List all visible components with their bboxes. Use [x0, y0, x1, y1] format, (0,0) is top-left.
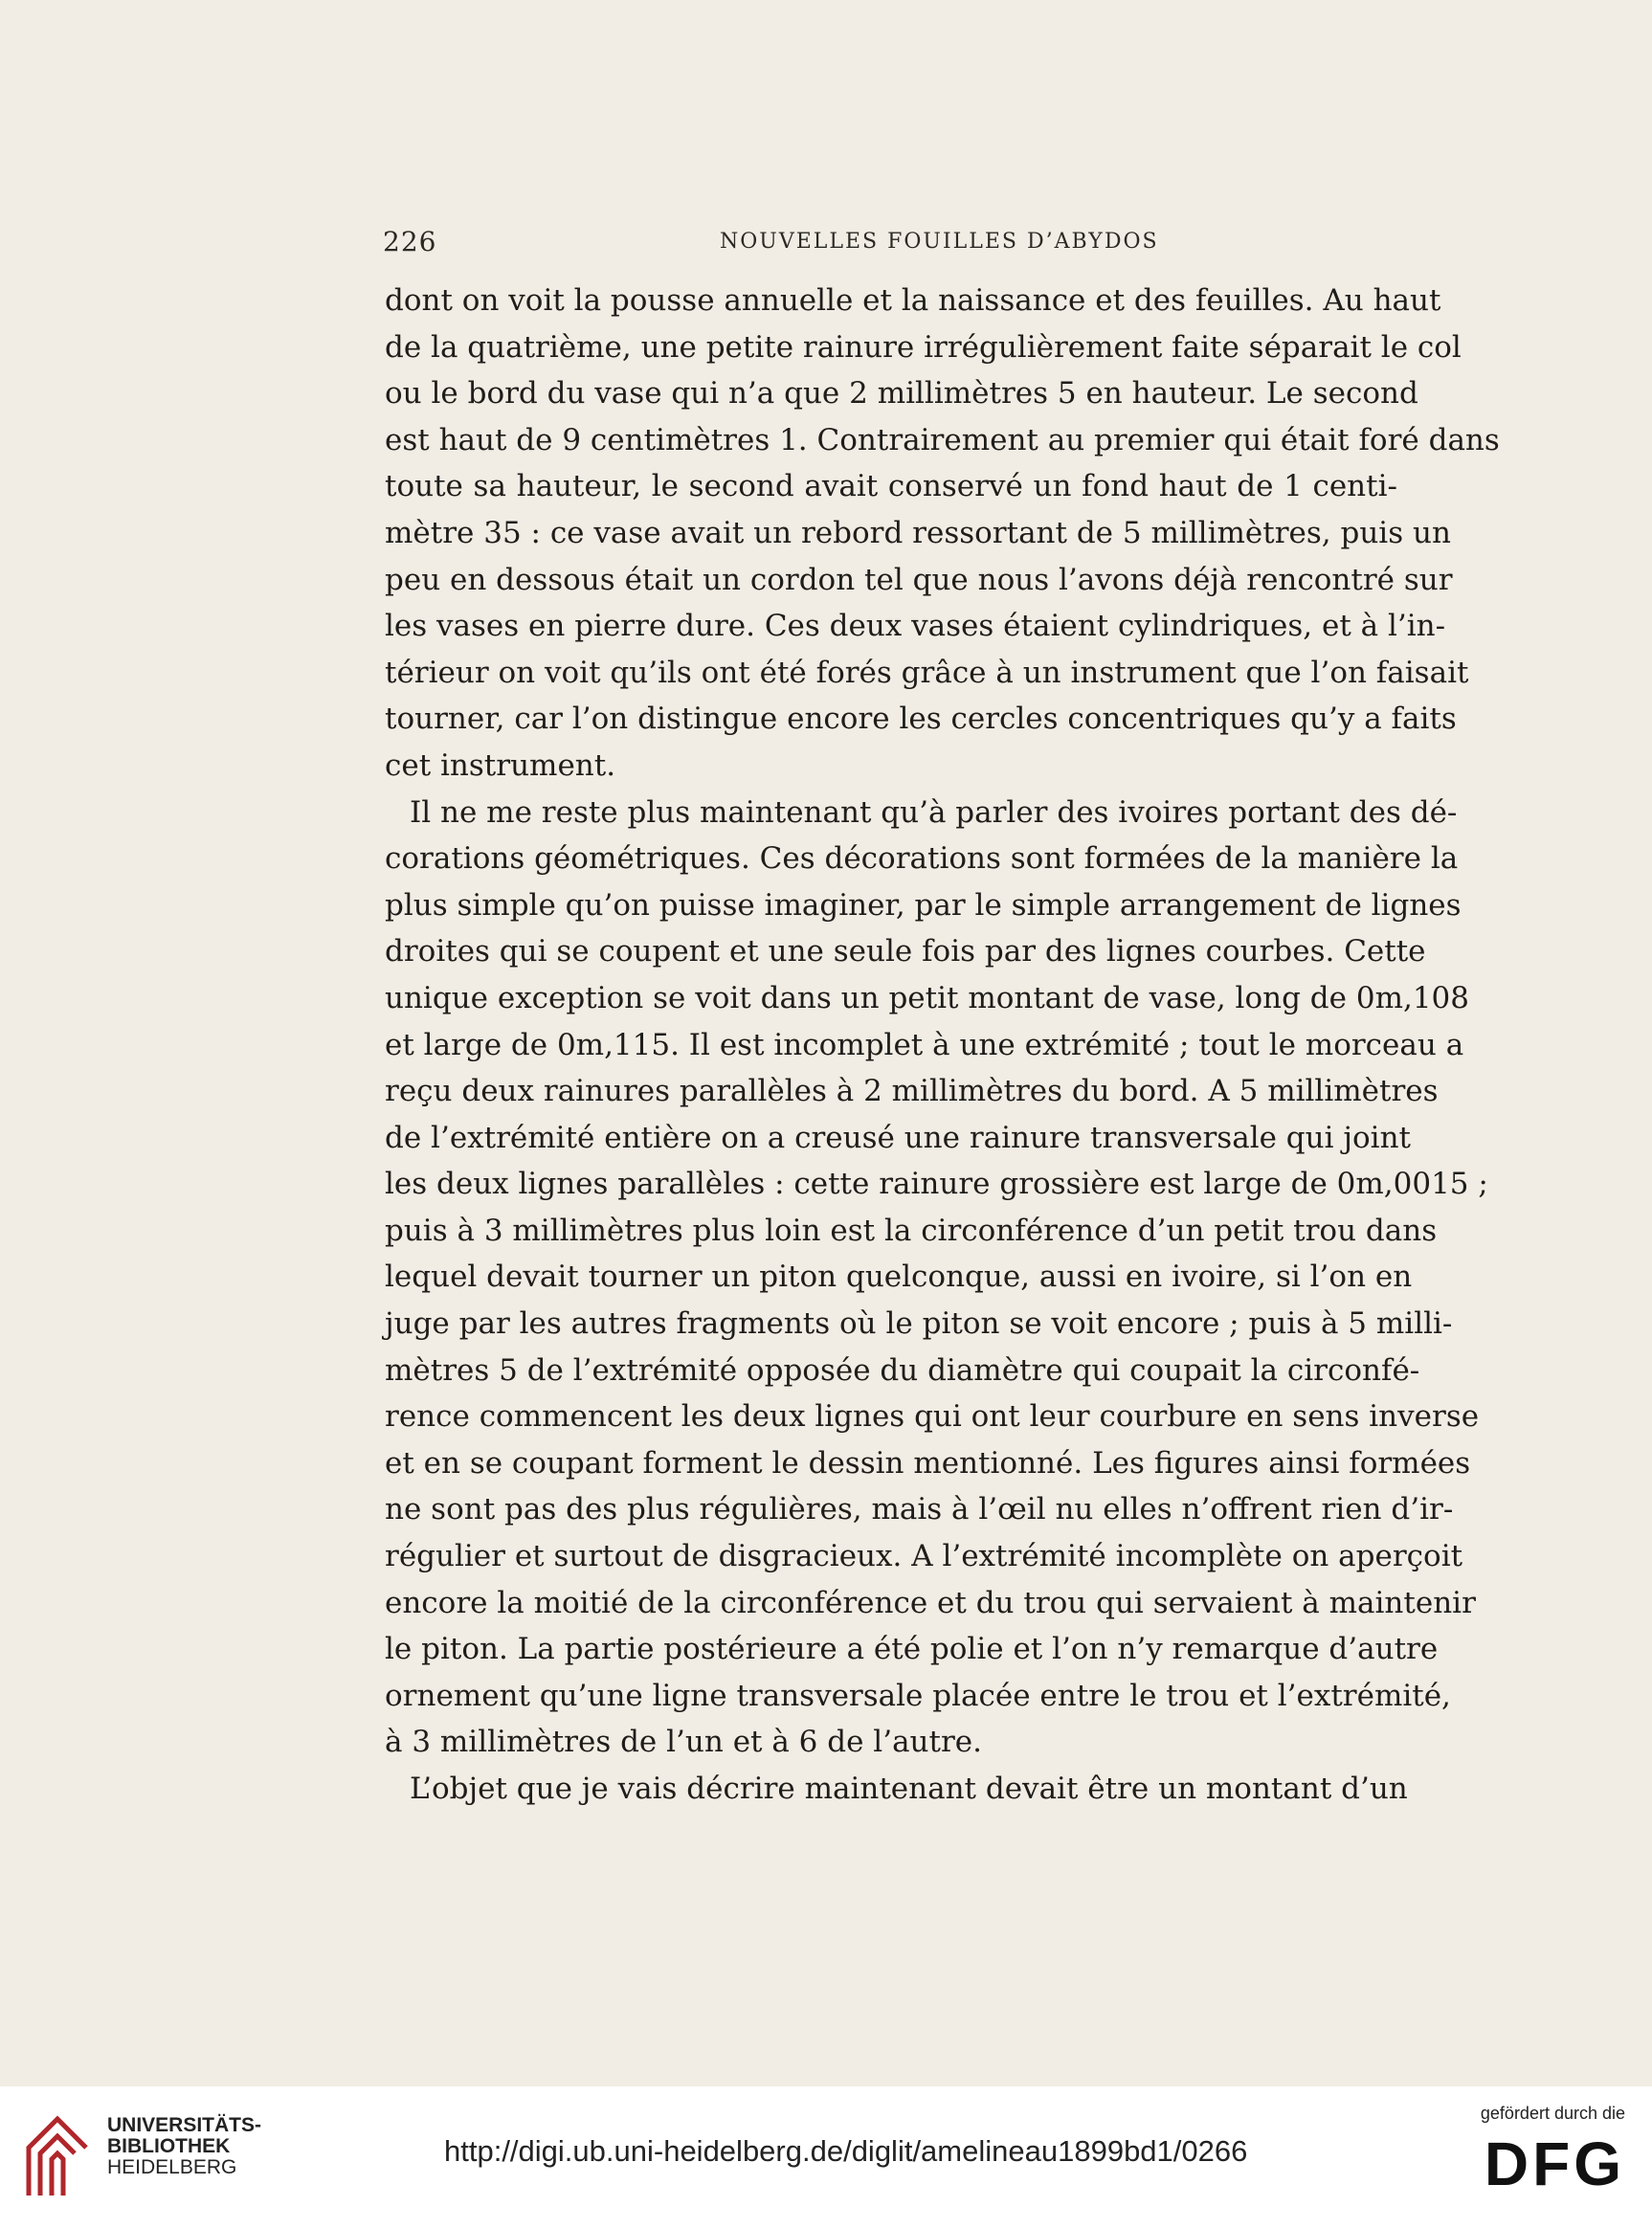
permalink-url[interactable]: http://digi.ub.uni-heidelberg.de/diglit/amelineau1899bd1/0266 [444, 2134, 1248, 2168]
text-line: régulier et surtout de disgracieux. A l’extrémité incomplète on aperçoit [385, 1539, 1463, 1574]
library-emblem-icon [19, 2109, 96, 2205]
text-line: droites qui se coupent et une seule fois par des lignes courbes. Cette [385, 934, 1426, 970]
text-line: peu en dessous était un cordon tel que nous l’avons déjà rencontré sur [385, 562, 1453, 597]
library-name-line3: HEIDELBERG [107, 2156, 237, 2178]
text-line: rence commencent les deux lignes qui ont leur courbure en sens inverse [385, 1399, 1480, 1435]
text-line: ne sont pas des plus régulières, mais à l’œil nu elles n’offrent rien d’ir- [385, 1492, 1454, 1527]
text-line: et large de 0m,115. Il est incomplet à une extrémité ; tout le morceau a [385, 1027, 1464, 1062]
text-line: ornement qu’une ligne transversale placée entre le trou et l’extrémité, [385, 1678, 1451, 1713]
text-line: puis à 3 millimètres plus loin est la circonférence d’un petit trou dans [385, 1213, 1438, 1248]
text-line: corations géométriques. Ces décorations sont formées de la manière la [385, 841, 1459, 877]
text-line: le piton. La partie postérieure a été polie et l’on n’y remarque d’autre [385, 1632, 1439, 1667]
text-line: L’objet que je vais décrire maintenant devait être un montant d’un [410, 1772, 1408, 1806]
text-line: térieur on voit qu’ils ont été forés grâce à un instrument que l’on faisait [385, 655, 1469, 690]
text-line: de la quatrième, une petite rainure irrégulièrement faite séparait le col [385, 329, 1462, 365]
text-line: mètres 5 de l’extrémité opposée du diamètre qui coupait la circonfé- [385, 1352, 1420, 1388]
text-line: reçu deux rainures parallèles à 2 millimètres du bord. A 5 millimètres [385, 1074, 1439, 1109]
page-number: 226 [383, 226, 437, 257]
library-name [107, 2115, 261, 2178]
running-title: NOUVELLES FOUILLES D’ABYDOS [720, 230, 1159, 254]
running-head [383, 226, 1397, 260]
text-line: de l’extrémité entière on a creusé une rainure transversale qui joint [385, 1120, 1411, 1155]
body-text [385, 278, 1500, 1813]
funding-credit [1462, 2104, 1625, 2198]
text-line: les vases en pierre dure. Ces deux vases étaient cylindriques, et à l’in- [385, 609, 1446, 644]
text-line: unique exception se voit dans un petit montant de vase, long de 0m,108 [385, 980, 1469, 1015]
text-line: est haut de 9 centimètres 1. Contrairement au premier qui était foré dans [385, 422, 1500, 457]
text-line: les deux lignes parallèles : cette rainure grossière est large de 0m,0015 ; [385, 1167, 1488, 1202]
text-line: plus simple qu’on puisse imaginer, par le simple arrangement de lignes [385, 887, 1462, 923]
footer-bar [0, 2086, 1652, 2229]
text-line: lequel devait tourner un piton quelconque, aussi en ivoire, si l’on en [385, 1259, 1413, 1295]
text-line: toute sa hauteur, le second avait conservé un fond haut de 1 centi- [385, 469, 1397, 504]
text-line: Il ne me reste plus maintenant qu’à parler des ivoires portant des dé- [410, 794, 1458, 830]
text-line: juge par les autres fragments où le piton se voit encore ; puis à 5 milli- [385, 1306, 1453, 1342]
library-logo[interactable] [19, 2109, 262, 2205]
text-line: tourner, car l’on distingue encore les cercles concentriques qu’y a faits [385, 702, 1457, 737]
text-line: cet instrument. [385, 747, 616, 783]
text-line: à 3 millimètres de l’un et à 6 de l’autre. [385, 1725, 982, 1760]
text-line: mètre 35 : ce vase avait un rebord ressortant de 5 millimètres, puis un [385, 515, 1451, 550]
library-name-line1: UNIVERSITÄTS- [107, 2114, 262, 2136]
dfg-logo[interactable]: DFG [1484, 2129, 1625, 2198]
text-line: et en se coupant forment le dessin mentionné. Les figures ainsi formées [385, 1445, 1471, 1481]
text-line: dont on voit la pousse annuelle et la naissance et des feuilles. Au haut [385, 283, 1441, 318]
funding-text: gefördert durch die [1480, 2104, 1625, 2123]
text-line: ou le bord du vase qui n’a que 2 millimètres 5 en hauteur. Le second [385, 376, 1418, 412]
text-line: encore la moitié de la circonférence et du trou qui servaient à maintenir [385, 1585, 1476, 1620]
library-name-line2: BIBLIOTHEK [107, 2135, 231, 2157]
